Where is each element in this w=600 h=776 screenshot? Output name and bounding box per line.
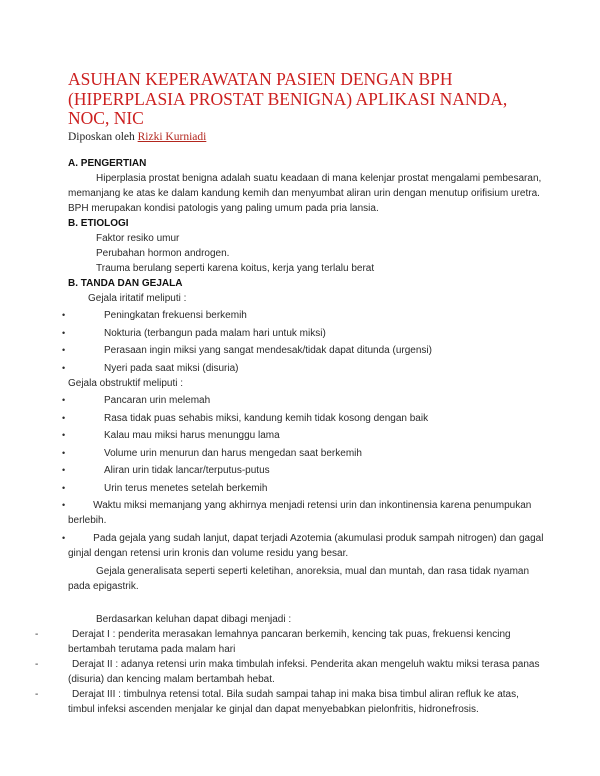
list-item-text: Pancaran urin melemah bbox=[104, 395, 211, 406]
list-item-text: Kalau mau miksi harus menunggu lama bbox=[104, 430, 280, 441]
list-item bbox=[62, 463, 548, 478]
list-item bbox=[35, 657, 548, 687]
bullet-icon: • bbox=[62, 430, 66, 440]
list-item bbox=[62, 393, 548, 408]
list-item-text: Rasa tidak puas sehabis miksi, kandung kemih tidak kosong dengan baik bbox=[104, 412, 429, 424]
list-item-text: Pada gejala yang sudah lanjut, dapat terjadi Azotemia (akumulasi produk sampah nitrogen) dan gagal ginjal dengan retensi urin kronis dan volume residu yang besar. bbox=[68, 532, 544, 559]
list-item bbox=[62, 531, 548, 561]
list-item-text: Peningkatan frekuensi berkemih bbox=[104, 310, 247, 321]
heading-pengertian: A. PENGERTIAN bbox=[68, 157, 147, 169]
bullet-icon: • bbox=[62, 500, 66, 510]
iritatif-list bbox=[62, 308, 548, 376]
author-link[interactable]: Rizki Kurniadi bbox=[137, 130, 207, 143]
etiologi-item: Perubahan hormon androgen. bbox=[96, 247, 230, 259]
list-item bbox=[62, 498, 548, 528]
dash-icon: - bbox=[35, 628, 39, 640]
bullet-icon: • bbox=[62, 395, 66, 405]
bullet-icon: • bbox=[62, 412, 66, 423]
list-item bbox=[62, 481, 548, 496]
post-byline bbox=[68, 130, 548, 144]
bullet-icon: • bbox=[62, 327, 66, 338]
etiologi-item: Faktor resiko umur bbox=[96, 232, 180, 244]
list-item-text: Derajat I : penderita merasakan lemahnya pancaran berkemih, kencing tak puas, frekuensi kencing bertambah terutama pada malam hari bbox=[68, 628, 511, 655]
post-title: ASUHAN KEPERAWATAN PASIEN DENGAN BPH (HIPERPLASIA PROSTAT BENIGNA) APLIKASI NANDA, NOC, NIC bbox=[68, 69, 508, 128]
post-body bbox=[35, 156, 548, 717]
list-item-text: Nokturia (terbangun pada malam hari untuk miksi) bbox=[104, 327, 326, 339]
bullet-icon: • bbox=[62, 532, 66, 543]
list-item bbox=[62, 326, 548, 341]
list-item-text: Urin terus menetes setelah berkemih bbox=[104, 482, 268, 494]
bullet-icon: • bbox=[62, 465, 66, 475]
list-item bbox=[62, 343, 548, 358]
list-item bbox=[35, 687, 548, 717]
list-item-text: Aliran urin tidak lancar/terputus-putus bbox=[104, 465, 270, 476]
list-item bbox=[35, 627, 548, 657]
byline-prefix: Diposkan oleh bbox=[68, 130, 135, 143]
derajat-list bbox=[35, 627, 548, 717]
heading-etiologi: B. ETIOLOGI bbox=[68, 217, 129, 229]
list-item bbox=[62, 428, 548, 443]
blog-post bbox=[35, 69, 548, 717]
list-item-text: Derajat II : adanya retensi urin maka timbulah infeksi. Penderita akan mengeluh waktu miksi terasa panas (disuria) dan kencing malam bertambah hebat. bbox=[68, 658, 540, 685]
obstruktif-list bbox=[62, 393, 548, 561]
list-item bbox=[62, 411, 548, 426]
iritatif-intro: Gejala iritatif meliputi : bbox=[88, 292, 187, 304]
list-item-text: Derajat III : timbulnya retensi total. Bila sudah sampai tahap ini maka bisa timbul aliran refluk ke atas, timbul infeksi ascenden menjalar ke ginjal dan dapat menyebabkan pielonfritis, hidronefrosis. bbox=[68, 688, 519, 715]
dash-icon: - bbox=[35, 658, 39, 670]
bullet-icon: • bbox=[62, 345, 66, 355]
obstruktif-intro: Gejala obstruktif meliputi : bbox=[68, 377, 184, 389]
bullet-icon: • bbox=[62, 447, 66, 458]
list-item bbox=[62, 361, 548, 376]
pengertian-text: Hiperplasia prostat benigna adalah suatu keadaan di mana kelenjar prostat mengalami pembesaran, memanjang ke atas ke dalam kandung kemih dan menyumbat aliran urin dengan menutup orifisium uretra. BPH merupakan kondisi patologis yang paling umum pada pria lansia. bbox=[68, 172, 542, 214]
etiologi-item: Trauma berulang seperti karena koitus, kerja yang terlalu berat bbox=[96, 262, 375, 274]
heading-tanda-gejala: B. TANDA DAN GEJALA bbox=[68, 277, 183, 289]
bullet-icon: • bbox=[62, 310, 66, 320]
dash-icon: - bbox=[35, 688, 39, 700]
list-item-text: Perasaan ingin miksi yang sangat mendesak/tidak dapat ditunda (urgensi) bbox=[104, 345, 432, 356]
bullet-icon: • bbox=[62, 482, 66, 493]
bullet-icon: • bbox=[62, 362, 66, 373]
derajat-intro: Berdasarkan keluhan dapat dibagi menjadi : bbox=[96, 613, 292, 625]
generalisata-text: Gejala generalisata seperti seperti keletihan, anoreksia, mual dan muntah, dan rasa tidak nyaman pada epigastrik. bbox=[68, 565, 530, 592]
list-item bbox=[62, 308, 548, 323]
list-item-text: Waktu miksi memanjang yang akhirnya menjadi retensi urin dan inkontinensia karena penumpukan berlebih. bbox=[68, 500, 532, 526]
list-item bbox=[62, 446, 548, 461]
list-item-text: Nyeri pada saat miksi (disuria) bbox=[104, 362, 239, 374]
list-item-text: Volume urin menurun dan harus mengedan saat berkemih bbox=[104, 447, 362, 459]
